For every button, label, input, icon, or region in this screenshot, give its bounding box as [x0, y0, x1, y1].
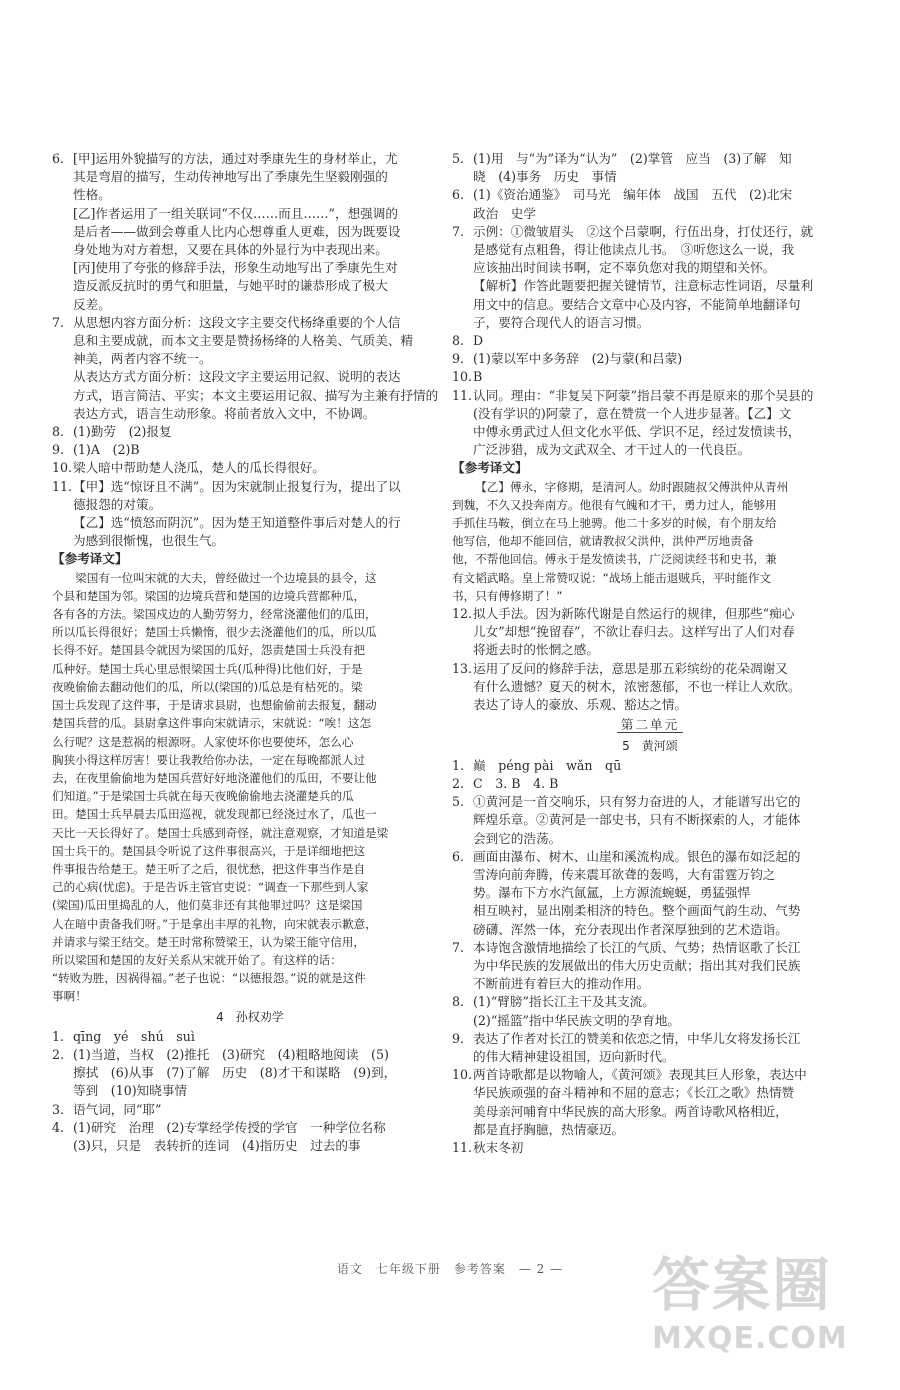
- answer-line: (1)用 与“为”译为“认为” (2)掌管 应当 (3)了解 知: [473, 151, 792, 166]
- answer-item: [452, 223, 848, 278]
- answer-line: 其是弯眉的描写，生动传神地写出了季康先生坚毅刚强的: [73, 169, 388, 185]
- answer-continuation: [452, 277, 848, 332]
- answer-continuation: [52, 205, 448, 260]
- answer-line: 是感觉有点粗鲁，得让他读点儿书。 ③听您这么一说，我: [473, 242, 795, 258]
- answer-item: [52, 478, 448, 514]
- section-heading: 【参考译文】: [52, 551, 128, 567]
- translation-line: 到魏，不久又投奔南方。他很有气魄和才干，勇力过人，能够用: [452, 497, 777, 512]
- answer-number: 10.: [52, 460, 73, 476]
- answer-line: C 3. B 4. B: [473, 775, 559, 791]
- answer-line: 子，要符合现代人的语言习惯。: [473, 314, 650, 330]
- translation-line: 国士兵发现了这件事，于是请求县尉，也想偷偷前去报复，翻动: [52, 698, 377, 713]
- answer-line: 都是直抒胸臆，热情豪迈。: [473, 1121, 625, 1137]
- translation-line: “转败为胜，因祸得福。”老子也说：“以德报怨。”说的就是这件: [52, 971, 366, 986]
- answer-line: 示例：①微皱眉头 ②这个吕蒙啊，行伍出身，打仗还行，就: [473, 223, 814, 239]
- answer-number: 7.: [452, 223, 465, 239]
- answer-item: [452, 1030, 848, 1066]
- answer-line: (2)“摇篮”指中华民族文明的孕育地。: [473, 1012, 681, 1028]
- answer-number: 11.: [52, 478, 73, 494]
- lesson-title: 4 孙权劝学: [216, 1009, 284, 1024]
- answer-line: (1)研究 治理 (2)专掌经学传授的学官 一种学位名称: [73, 1119, 386, 1135]
- translation-line: 件事报告给楚王。楚王听了之后，很忧愁，把这件事当作是自: [52, 861, 366, 876]
- answer-item: [52, 441, 448, 459]
- translation-line: 个县和楚国为邻。梁国的边境兵营和楚国的边境兵营都种瓜，: [52, 588, 366, 603]
- translation-block: [452, 478, 848, 605]
- answer-line: 画面由瀑布、树木、山崖和溪流构成。银色的瀑布如泛起的: [473, 848, 801, 864]
- answer-number: 6.: [52, 151, 65, 166]
- answer-line: 德报怨的对策。: [73, 496, 162, 512]
- unit-title: 第二单元: [617, 717, 683, 733]
- answer-item: [52, 1101, 448, 1119]
- translation-line: 各有各的方法。梁国戍边的人勤劳努力，经常浇灌他们的瓜田，: [52, 607, 377, 622]
- answer-line: 本诗饱含激情地描绘了长江的气质、气势；热情讴歌了长江: [473, 939, 801, 955]
- answer-item: [452, 1139, 848, 1157]
- answer-item: [52, 1046, 448, 1064]
- answer-line: 将逝去时的怅惘之感。: [473, 642, 599, 658]
- translation-line: 去，在夜里偷偷地为楚国兵营好好地浇灌他们的瓜田，不要让他: [52, 770, 377, 785]
- answer-item: [52, 150, 448, 205]
- answer-line: 为感到很惭愧，也很生气。: [73, 533, 225, 549]
- translation-line: 他，不帮他回信。傅永于是发愤读书，广泛阅读经书和史书，兼: [452, 552, 777, 567]
- answer-continuation: [52, 1137, 448, 1155]
- answer-number: 11.: [452, 1139, 473, 1155]
- answer-line: B: [473, 369, 483, 385]
- watermark-logo: [652, 1249, 882, 1384]
- answer-item: [52, 1119, 448, 1137]
- answer-line: 造反派反抗时的勇气和胆量，与她平时的谦恭形成了极大: [73, 278, 388, 294]
- answer-line: 势。瀑布下方水汽氤氲，上方源流蜿蜒，勇猛强悍: [473, 885, 751, 901]
- answer-number: 10.: [452, 1067, 473, 1083]
- answer-item: [52, 1028, 448, 1046]
- translation-line: 瓜种好。楚国士兵心里忌恨梁国士兵(瓜种得)比他们好，于是: [52, 661, 363, 676]
- answer-item: [452, 939, 848, 994]
- answer-line: 用文中的信息。要结合文章中心及内容，不能简单地翻译句: [473, 296, 801, 312]
- answer-number: 5.: [452, 794, 465, 810]
- translation-line: 么行呢？这是惹祸的根源呀。人家使坏你也要使坏，怎么心: [52, 734, 354, 749]
- answer-line: 语气词，同“耶”: [73, 1101, 162, 1117]
- answer-item: [52, 459, 448, 477]
- answer-number: 8.: [452, 333, 465, 349]
- answer-line: 会到它的浩荡。: [473, 830, 562, 846]
- answer-line: 磅礴、浑然一体，充分表现出作者深厚独到的艺术造诣。: [473, 921, 788, 937]
- translation-line: 田。楚国士兵早晨去瓜田巡视，就发现都已经浇过水了，瓜也一: [52, 807, 377, 822]
- translation-line: 们知道。”于是梁国士兵就在每天夜晚偷偷地去浇灌楚兵的瓜: [52, 789, 354, 804]
- answer-item: [452, 605, 848, 660]
- watermark-text: 答案圈: [652, 1251, 833, 1319]
- answer-line: 从思想内容方面分析：这段文字主要交代杨绛重要的个人信: [73, 314, 401, 330]
- translation-line: 并请求与梁王结交。楚王时常称赞梁王，认为梁王能守信用，: [52, 934, 366, 949]
- answer-line: 雪涛向前奔腾，传来震耳欲聋的轰鸣，大有雷霆万钧之: [473, 866, 776, 882]
- translation-line: 长得不好。楚国县令就因为梁国的瓜好，怨责楚国士兵没有把: [52, 643, 366, 658]
- answer-line: [甲]运用外貌描写的方法，通过对季康先生的身材举止，尤: [73, 151, 398, 166]
- translation-line: 他写信，他却不能回信，就请教叔父洪仲，洪仲严厉地责备: [452, 534, 754, 549]
- answer-number: 9.: [452, 351, 465, 367]
- answer-line: 【甲】选“惊讶且不满”。因为宋就制止报复行为，提出了以: [73, 478, 401, 494]
- answer-item: [452, 350, 848, 368]
- answer-line: 巅 péng pài wǎn qū: [473, 757, 622, 773]
- answer-item: [52, 423, 448, 441]
- answer-line: ①黄河是一首交响乐，只有努力奋进的人，才能谱写出它的: [473, 794, 801, 810]
- right-column: [452, 150, 848, 1157]
- answer-item: [452, 186, 848, 222]
- answer-line: [乙]作者运用了一组关联词“不仅……而且……”，想强调的: [73, 205, 398, 221]
- answer-line: 神美，两者内容不统一。: [73, 351, 212, 367]
- answer-line: 认同。理由：“非复吴下阿蒙”指吕蒙不再是原来的那个吴县的: [473, 387, 814, 403]
- answer-item: [452, 757, 848, 775]
- answer-number: 2.: [52, 1046, 65, 1062]
- answer-number: 11.: [452, 387, 473, 403]
- answer-continuation: [52, 368, 448, 423]
- answer-line: 广泛涉猎，成为文武双全、才干过人的一代良臣。: [473, 442, 751, 458]
- answer-line: 晓 (4)事务 历史 事情: [473, 169, 617, 185]
- answer-line: (没有学识的)阿蒙了，意在赞赏一个人进步显著。【乙】文: [473, 405, 792, 421]
- translation-line: 梁国有一位叫宋就的大夫，曾经做过一个边境县的县令，这: [75, 570, 377, 585]
- translation-line: 【乙】傅永，字修期，是清河人。幼时跟随叔父傅洪仲从青州: [475, 479, 789, 494]
- answer-continuation: [52, 1064, 448, 1100]
- answer-item: [452, 793, 848, 848]
- answer-item: [452, 368, 848, 386]
- answer-number: 9.: [452, 1030, 465, 1046]
- answer-number: 6.: [452, 187, 465, 203]
- translation-line: 人在暗中责备我们呀。”于是拿出丰厚的礼物，向宋就表示歉意，: [52, 916, 377, 931]
- answer-line: 表达方式，语言生动形象。将前者放入文中，不协调。: [73, 405, 376, 421]
- answer-line: 息和主要成就，而本文主要是赞扬杨绛的人格美、气质美、精: [73, 333, 414, 349]
- page-footer: 语文 七年级下册 参考答案 — 2 —: [336, 1262, 564, 1276]
- translation-line: 所以梁国和楚国的友好关系从宋就开始了。有这样的话：: [52, 952, 342, 967]
- answer-line: 表达了作者对长江的赞美和依恋之情，中华儿女将发扬长江: [473, 1030, 801, 1046]
- answer-item: [452, 332, 848, 350]
- answer-line: (1)当道，当权 (2)推托 (3)研究 (4)粗略地阅读 (5): [73, 1046, 389, 1062]
- answer-number: 2.: [452, 775, 465, 791]
- translation-line: 胸狭小得这样厉害！要让我教给你办法，一定在每晚都派人过: [52, 752, 366, 767]
- answer-number: 4.: [52, 1119, 65, 1135]
- answer-number: 1.: [52, 1028, 65, 1044]
- answer-number: 9.: [52, 442, 65, 458]
- translation-line: 楚国兵营的瓜。县尉拿这件事向宋就请示，宋就说：“唉！这怎: [52, 716, 372, 731]
- translation-line: 国士兵干的。楚国县令听说了这件事很高兴，于是详细地把这: [52, 843, 366, 858]
- answer-line: 【解析】作答此题要把握关键情节，注意标志性词语，尽量利: [473, 278, 814, 294]
- answer-line: 的伟大精神建设祖国，迈向新时代。: [473, 1048, 675, 1064]
- answer-number: 12.: [452, 606, 473, 622]
- answer-line: qīng yé shú suì: [73, 1028, 195, 1044]
- answer-continuation: [52, 259, 448, 314]
- answer-line: 擦拭 (6)从事 (7)了解 历史 (8)才干和谋略 (9)到，: [73, 1065, 397, 1081]
- translation-line: 夜晚偷偷去翻动他们的瓜，所以(梁国的)瓜总是有枯死的。梁: [52, 679, 363, 694]
- answer-line: (3)只，只是 表转折的连词 (4)指历史 过去的事: [73, 1137, 361, 1153]
- translation-line: 事啊！: [52, 989, 87, 1004]
- answer-line: 辉煌乐章。②黄河是一部史书，只有不断探索的人，才能体: [473, 812, 801, 828]
- section-heading: 【参考译文】: [452, 460, 528, 476]
- answer-number: 13.: [452, 660, 473, 676]
- translation-line: 手抓住马鞍，倒立在马上驰骋。他二十多岁的时候，有个朋友给: [452, 516, 777, 531]
- answer-number: 8.: [52, 424, 65, 440]
- answer-number: 8.: [452, 994, 465, 1010]
- answer-line: 两首诗歌都是以物喻人，《黄河颂》表现其巨人形象，表达中: [473, 1067, 807, 1083]
- answer-number: 5.: [452, 151, 465, 166]
- answer-line: 为中华民族的发展做出的伟大历史贡献；指出其对我们民族: [473, 957, 801, 973]
- answer-line: 秋末冬初: [473, 1139, 524, 1155]
- lesson-title: 5 黄河颂: [622, 738, 678, 753]
- answer-line: 性格。: [73, 187, 111, 203]
- answer-number: 3.: [52, 1101, 65, 1117]
- unit-title-row: [452, 716, 848, 734]
- answer-item: [452, 660, 848, 715]
- answer-line: 不断前进有着巨大的推动作用。: [473, 976, 650, 992]
- watermark-url: MXQE.COM: [652, 1321, 848, 1356]
- answer-line: 华民族顽强的奋斗精神和不屈的意志；《长江之歌》热情赞: [473, 1085, 795, 1101]
- answer-number: 7.: [52, 314, 65, 330]
- answer-line: 儿女”却想“挽留春”，不欲让春归去。这样写出了人们对春: [473, 624, 795, 640]
- answer-line: 是后者——做到会尊重人比内心想尊重人更难，因为既要设: [73, 223, 401, 239]
- answer-line: 运用了反问的修辞手法，意思是那五彩缤纷的花朵凋谢又: [473, 660, 788, 676]
- answer-line: 等到 (10)知晓事情: [73, 1083, 188, 1099]
- answer-item: [52, 314, 448, 369]
- left-column: [52, 150, 448, 1155]
- answer-line: 身处地为对方着想，又要在具体的外显行为中表现出来。: [73, 242, 388, 258]
- answer-number: 1.: [452, 757, 465, 773]
- translation-line: 所以瓜长得很好；楚国士兵懒惰，很少去浇灌他们的瓜，所以瓜: [52, 625, 377, 640]
- answer-line: 从表达方式方面分析：这段文字主要运用记叙、说明的表达: [73, 369, 401, 385]
- answer-line: 相互映衬，显出刚柔相济的特色。整个画面气韵生动、气势: [473, 903, 801, 919]
- answer-line: (1)蒙以军中多务辞 (2)与蒙(和吕蒙): [473, 351, 683, 367]
- answer-item: [452, 387, 848, 460]
- answer-line: (1)《资治通鉴》 司马光 编年体 战国 五代 (2)北宋: [473, 187, 793, 203]
- answer-number: 7.: [452, 939, 465, 955]
- answer-continuation: [452, 1012, 848, 1030]
- answer-item: [452, 1066, 848, 1139]
- answer-number: 6.: [452, 848, 465, 864]
- answer-line: 方式，语言简洁、平实；本文主要运用记叙、描写为主兼有抒情的: [73, 387, 439, 403]
- answer-item: [452, 150, 848, 186]
- answer-line: (1)勤劳 (2)报复: [73, 424, 172, 440]
- answer-line: 拟人手法。因为新陈代谢是自然运行的规律，但那些“痴心: [473, 606, 795, 622]
- answer-number: 10.: [452, 369, 473, 385]
- translation-line: 己的心病(忧虑)。于是告诉主管官吏说：“调查一下那些到人家: [52, 880, 369, 895]
- answer-line: D: [473, 333, 484, 349]
- answer-line: [丙]使用了夸张的修辞手法，形象生动地写出了季康先生对: [73, 260, 398, 276]
- answer-line: 【乙】选“愤怒而阴沉”。因为楚王知道整件事后对楚人的行: [73, 515, 401, 531]
- answer-line: 美母亲河哺育中华民族的高大形象。两首诗歌风格相近，: [473, 1103, 788, 1119]
- translation-block: [52, 569, 448, 1006]
- translation-line: 书，只有傅修期了！”: [452, 588, 563, 603]
- translation-line: 天比一天长得好了。楚国士兵感到奇怪，就注意观察，才知道是梁: [52, 825, 389, 840]
- translation-line: (梁国)瓜田里捣乱的人，他们莫非还有其他罪过吗？这是梁国: [52, 898, 363, 913]
- answer-item: [452, 993, 848, 1011]
- answer-item: [452, 775, 848, 793]
- answer-continuation: [52, 514, 448, 550]
- answer-item: [452, 848, 848, 939]
- answer-line: 有什么遗憾？夏天的树木，浓密葱郁，不也一样让人欢欣。: [473, 678, 801, 694]
- answer-line: 反差。: [73, 296, 111, 312]
- answer-line: (1)“臂膀”指长江主干及其支流。: [473, 994, 655, 1010]
- translation-line: 有文韬武略。皇上常赞叹说：“战场上能击退贼兵，平时能作文: [452, 570, 772, 585]
- answer-line: 应该抽出时间读书啊，定不辜负您对我的期望和关怀。: [473, 260, 776, 276]
- answer-line: (1)A (2)B: [73, 442, 140, 458]
- answer-line: 梁人暗中帮助楚人浇瓜，楚人的瓜长得很好。: [73, 460, 325, 476]
- answer-line: 表达了诗人的豪放、乐观、豁达之情。: [473, 697, 688, 713]
- answer-line: 中傅永勇武过人但文化水平低、学识不足，经过发愤读书，: [473, 424, 801, 440]
- answer-line: 政治 史学: [473, 205, 536, 221]
